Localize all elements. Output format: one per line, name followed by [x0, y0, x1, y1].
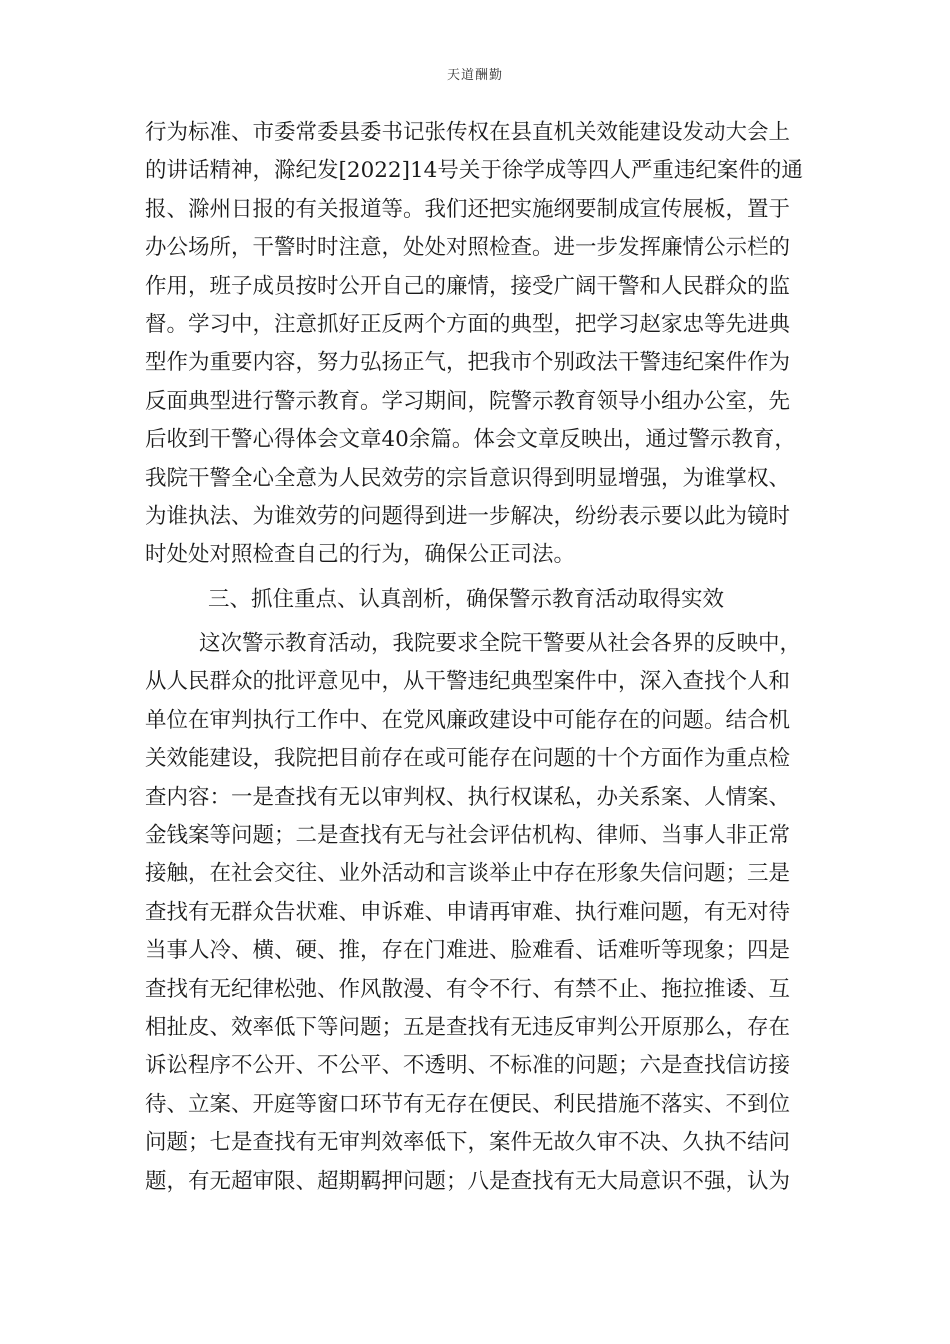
text-line: 这次警示教育活动，我院要求全院干警要从社会各界的反映中，	[199, 631, 802, 657]
text-line: 诉讼程序不公开、不公平、不透明、不标准的问题；六是查找信访接	[145, 1053, 791, 1079]
text-line: 查内容：一是查找有无以审判权、执行权谋私，办关系案、人情案、	[145, 784, 791, 810]
text-line: 题，有无超审限、超期羁押问题；八是查找有无大局意识不强，认为	[145, 1168, 791, 1194]
text-line: 查找有无纪律松弛、作风散漫、有令不行、有禁不止、拖拉推诿、互	[145, 976, 791, 1002]
text-line: 相扯皮、效率低下等问题；五是查找有无违反审判公开原那么，存在	[145, 1014, 791, 1040]
section-3-paragraph	[145, 625, 805, 1201]
text-line: 单位在审判执行工作中、在党风廉政建设中可能存在的问题。结合机	[145, 707, 791, 733]
text-line: 报、滁州日报的有关报道等。我们还把实施纲要制成宣传展板，置于	[145, 196, 791, 222]
text-line: 关效能建设，我院把目前存在或可能存在问题的十个方面作为重点检	[145, 746, 791, 772]
page-header: 天道酬勤	[446, 68, 503, 83]
body-text	[145, 114, 805, 1201]
text-line: 后收到干警心得体会文章40余篇。体会文章反映出，通过警示教育，	[145, 427, 796, 453]
text-line: 反面典型进行警示教育。学习期间，院警示教育领导小组办公室，先	[145, 388, 791, 414]
text-line: 接触，在社会交往、业外活动和言谈举止中存在形象失信问题；三是	[145, 861, 791, 887]
text-line: 查找有无群众告状难、申诉难、申请再审难、执行难问题，有无对待	[145, 899, 791, 925]
text-line: 我院干警全心全意为人民效劳的宗旨意识得到明显增强，为谁掌权、	[145, 465, 791, 491]
section-2-tail-paragraph	[145, 114, 805, 575]
text-line: 办公场所，干警时时注意，处处对照检查。进一步发挥廉情公示栏的	[145, 235, 791, 261]
section-3-heading: 三、抓住重点、认真剖析，确保警示教育活动取得实效	[208, 586, 725, 612]
text-line: 当事人冷、横、硬、推，存在门难进、脸难看、话难听等现象；四是	[145, 938, 791, 964]
text-line: 为谁执法、为谁效劳的问题得到进一步解决，纷纷表示要以此为镜时	[145, 503, 791, 529]
text-line: 督。学习中，注意抓好正反两个方面的典型，把学习赵家忠等先进典	[145, 311, 791, 337]
text-line: 时处处对照检查自己的行为，确保公正司法。	[145, 542, 576, 568]
text-line: 待、立案、开庭等窗口环节有无存在便民、利民措施不落实、不到位	[145, 1091, 791, 1117]
text-line: 金钱案等问题；二是查找有无与社会评估机构、律师、当事人非正常	[145, 823, 791, 849]
text-line: 型作为重要内容，努力弘扬正气，把我市个别政法干警违纪案件作为	[145, 350, 791, 376]
text-line: 问题；七是查找有无审判效率低下，案件无故久审不决、久执不结问	[145, 1130, 791, 1156]
text-line: 的讲话精神，滁纪发[2022]14号关于徐学成等四人严重违纪案件的通	[145, 158, 803, 184]
text-line: 行为标准、市委常委县委书记张传权在县直机关效能建设发动大会上	[145, 120, 791, 145]
text-line: 从人民群众的批评意见中，从干警违纪典型案件中，深入查找个人和	[145, 669, 791, 695]
text-line: 作用，班子成员按时公开自己的廉情，接受广阔干警和人民群众的监	[145, 273, 791, 299]
